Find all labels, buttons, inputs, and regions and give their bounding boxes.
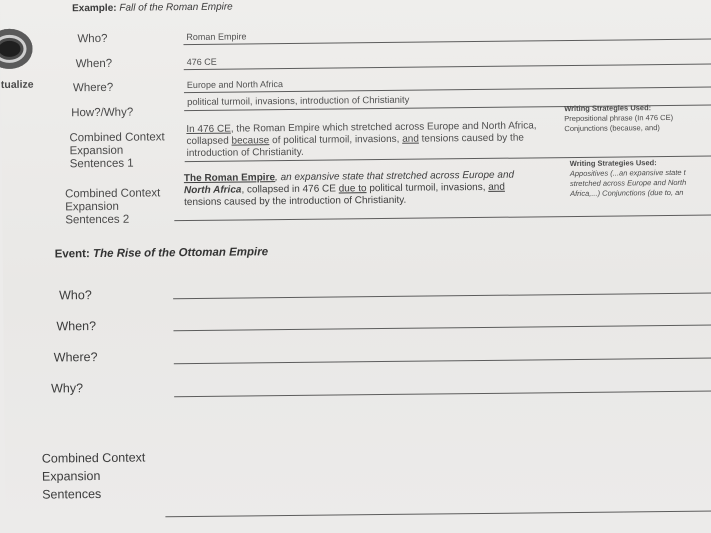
side-label: tualize [0,78,34,91]
event-heading-topic: The Rise of the Ottoman Empire [92,246,269,261]
cce1-sentence-line1: In 476 CE, the Roman Empire which stretched across Europe and North Africa, [186,120,537,136]
event-heading-label: Event: [54,248,90,261]
cce2-strategies [570,158,687,199]
event-who-label: Who? [59,288,92,303]
cce1-sentence-line2: collapsed because of political turmoil, invasions, and tensions caused by the [186,132,524,148]
cce1-strategies-line2: Prepositional phrase (In 476 CE) [564,112,674,124]
cce1-label [69,131,165,171]
cce2-line [174,215,711,222]
cce1-strategies-title: Writing Strategies Used: [564,103,652,114]
example-heading-label: Example: [72,2,117,15]
cce2-label-line3: Sentences 2 [65,213,130,227]
event-heading [55,246,269,260]
event-cce-label-line1: Combined Context [41,450,146,466]
cce2-strategies-line3: stretched across Europe and North [569,177,687,189]
cce2-strategies-title: Writing Strategies Used: [569,158,657,169]
event-cce-label-line2: Expansion [41,468,101,484]
event-where-label: Where? [53,349,98,365]
event-when-label: When? [56,319,97,334]
event-who-answer-line[interactable] [173,293,711,300]
cce2-sentence-line1: The Roman Empire, an expansive state that stretched across Europe and [183,169,515,185]
cce2-label-line2: Expansion [65,200,119,214]
cce2-strategies-line4: Africa,...) Conjunctions (due to, an [570,187,684,199]
cce2-strategies-line2: Appositives (...an expansive state t [569,167,686,179]
example-heading-topic: Fall of the Roman Empire [119,1,233,14]
cce2-sentence-line3: tensions caused by the introduction of Christianity. [184,194,407,209]
cce2-sentence-line2: North Africa, collapsed in 476 CE due to political turmoil, invasions, and [183,181,505,197]
event-cce-answer-line[interactable] [165,511,711,518]
cce1-strategies-line3: Conjunctions (because, and) [564,123,660,134]
event-why-label: Why? [50,381,84,396]
example-who-line [183,39,711,46]
example-why-label: How?/Why? [71,106,134,120]
example-when-line [184,64,711,71]
example-who-label: Who? [77,32,108,46]
example-why-value: political turmoil, invasions, introduction of Christianity [187,94,410,109]
cce1-strategies [564,103,673,134]
example-where-label: Where? [72,81,114,95]
event-where-answer-line[interactable] [174,358,711,365]
event-cce-label [42,449,146,504]
event-why-answer-line[interactable] [174,391,711,398]
cce1-label-line3: Sentences 1 [69,157,134,171]
event-when-answer-line[interactable] [173,325,711,332]
cce1-label-line1: Combined Context [69,131,165,145]
example-heading [72,2,233,15]
cce1-sentence-line3: introduction of Christianity. [186,146,304,160]
event-cce-label-line3: Sentences [42,486,102,502]
example-when-value: 476 CE [186,56,217,68]
cce2-label-line1: Combined Context [64,187,161,201]
cce2-label [65,187,161,227]
cce1-label-line2: Expansion [69,144,124,158]
example-where-value: Europe and North Africa [186,79,284,91]
cce1-sentence [186,120,537,160]
example-when-label: When? [75,57,113,71]
example-who-value: Roman Empire [186,31,247,43]
binder-hole-icon [0,29,33,69]
cce2-sentence [184,170,515,209]
